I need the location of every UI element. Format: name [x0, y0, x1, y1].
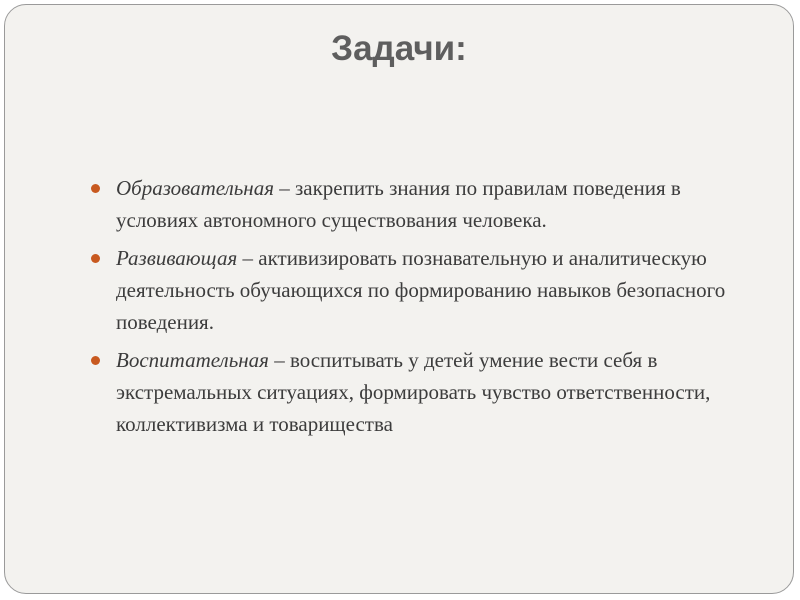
task-item-upbringing [88, 344, 768, 440]
task-term: Развивающая [116, 246, 238, 270]
task-text: – закрепить знания по правилам поведения в условиях автономного существования человека. [116, 176, 681, 232]
slide-title: Задачи: [331, 29, 467, 68]
bullet-icon [91, 254, 100, 263]
task-text: – активизировать познавательную и аналитическую деятельность обучающихся по формированию навыков безопасного поведения. [116, 246, 726, 334]
task-term: Образовательная [116, 176, 274, 200]
slide [4, 4, 794, 594]
bullet-icon [91, 356, 100, 365]
task-text: – воспитывать у детей умение вести себя в экстремальных ситуациях, формировать чувство ответственности, коллективизма и товарищества [116, 348, 711, 436]
task-item-educational [88, 172, 768, 236]
bullet-icon [91, 184, 100, 193]
task-term: Воспитательная [116, 348, 269, 372]
task-item-developmental [88, 242, 768, 338]
task-list [88, 172, 768, 446]
